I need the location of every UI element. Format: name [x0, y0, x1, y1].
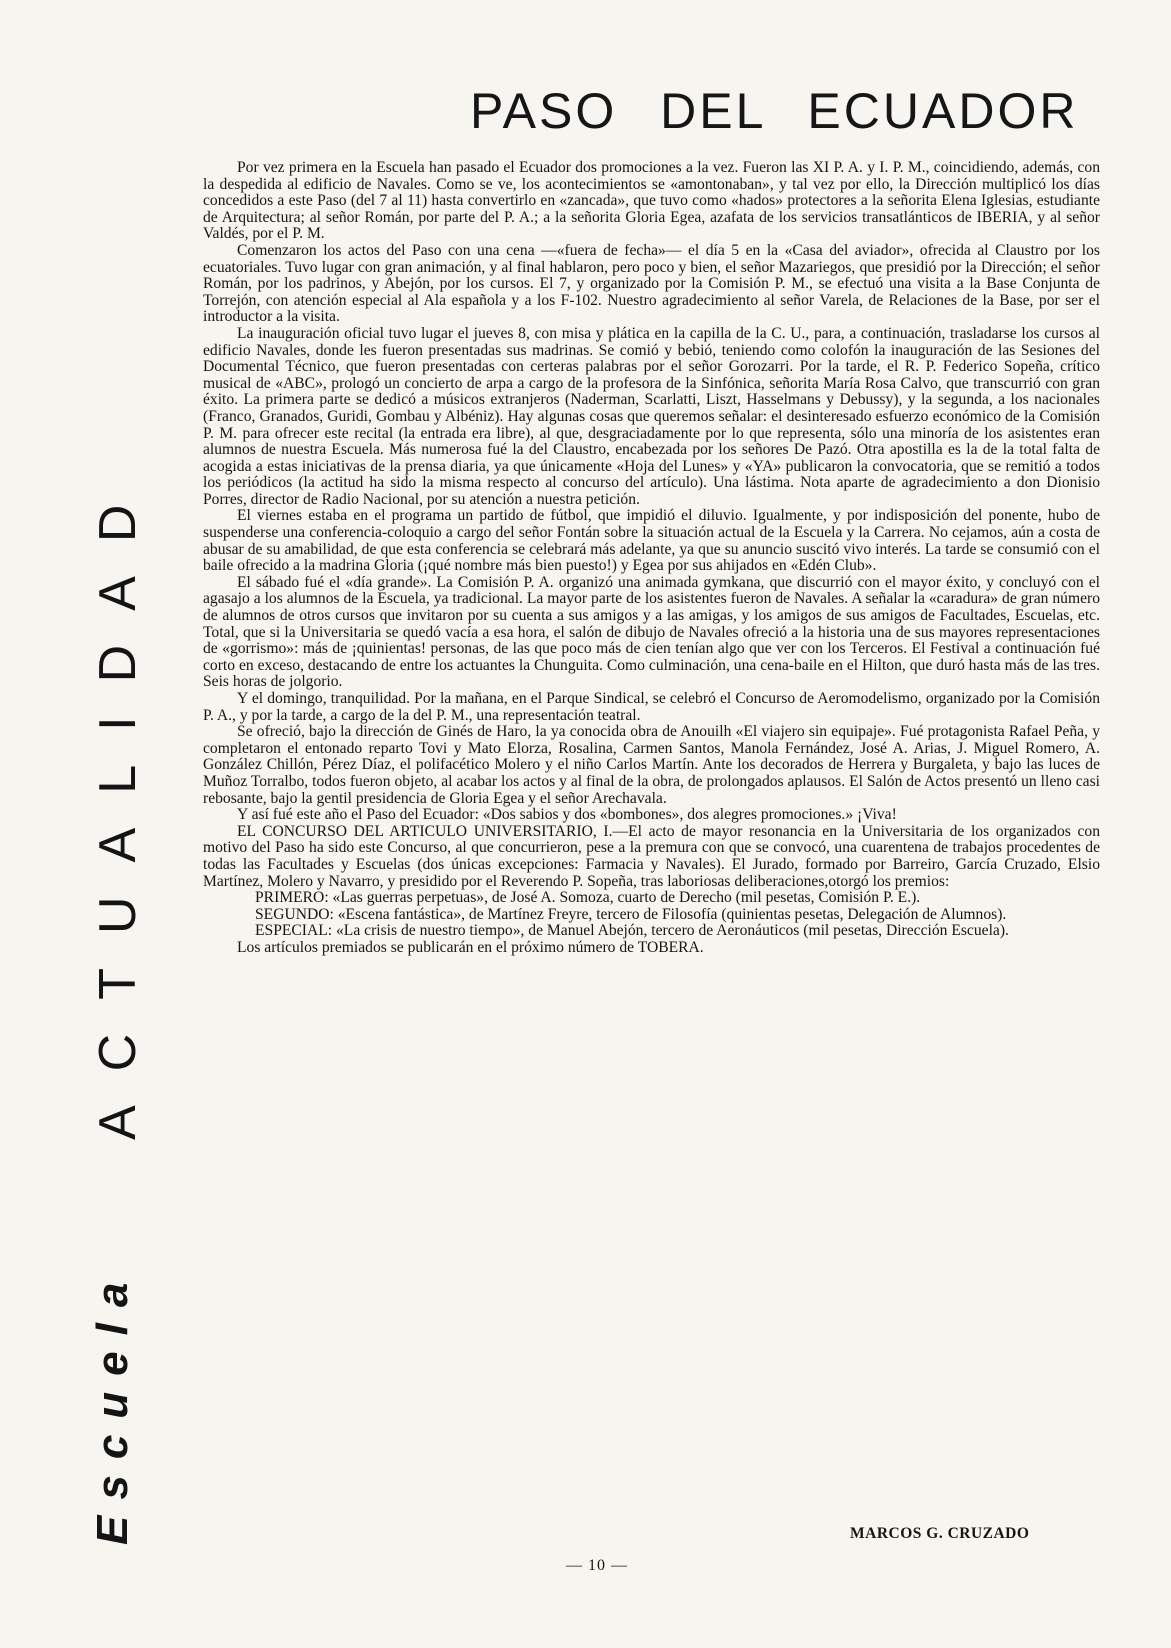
section-label-escuela: Escuela — [88, 1266, 137, 1545]
prize-especial: ESPECIAL: «La crisis de nuestro tiempo», de Manuel Abejón, tercero de Aeronáuticos (mil pesetas, Dirección Escuela). — [255, 922, 1009, 940]
paragraph-viernes: El viernes estaba en el programa un partido de fútbol, que impidió el diluvio. Igualmente, y por indisposición del ponente, hubo de suspenderse una conferencia-coloquio a cargo del señor Fontán sobre la situación actual de la Escuela y la Carrera. No cejamos, aún a costa de abusar de su amabilidad, de que esta conferencia se celebrará más adelante, ya que su anuncio suscitó vivo interés. La tarde se consumió con el baile ofrecido a la madrina Gloria (¡qué nombre más bien puesto!) y Egea por sus ahijados en «Edén Club». — [203, 507, 1100, 575]
paragraph-teatro: Se ofreció, bajo la dirección de Ginés de Haro, la ya conocida obra de Anouilh «El viajero sin equipaje». Fué protagonista Rafael Peña, y completaron el entonado reparto Tovi y Mato Elorza, Rosalina, Carmen Santos, Manola Fernández, José A. Arias, J. Miguel Romero, A. González Chillón, Pérez Díaz, el polifacético Molero y el niño Carlos Martín. Ante los decorados de Herrera y Burgaleta, y bajo las luces de Muñoz Torralbo, todos fueron objeto, al acabar los actos y al final de la obra, de prolongados aplausos. El Salón de Actos presentó un lleno casi rebosante, bajo la gentil presidencia de Gloria Egea y el señor Arechavala. — [203, 723, 1100, 807]
article-title: PASO DEL ECUADOR — [470, 83, 1079, 139]
paragraph-sabado: El sábado fué el «día grande». La Comisión P. A. organizó una animada gymkana, que discurrió con el mayor éxito, y concluyó con el agasajo a los alumnos de la Escuela, ya tradicional. La mayor parte de los asistentes fueron de Navales. A señalar la «caradura» de gran número de alumnos de otros cursos que invitaron por su cuenta a sus amigos y a las amigas, y los amigos de sus amigos de Facultades, Escuelas, etc. Total, que si la Universitaria se quedó vacía a esa hora, el salón de dibujo de Navales ofreció a la historia una de sus mayores representaciones de «gorrismo»: más de ¡quinientas! personas, de las que poco más de cien tenían algo que ver con los Terceros. El Festival a continuación fué corto en exceso, destacando de entre los actuantes la Chunguita. Como culminación, una cena-baile en el Hilton, que duró hasta más de las tres. Seis horas de jolgorio. — [203, 573, 1100, 691]
page-number: — 10 — — [566, 1557, 628, 1574]
paragraph-closing: Los artículos premiados se publicarán en el próximo número de TOBERA. — [237, 938, 704, 956]
paragraph-cena: Comenzaron los actos del Paso con una cena —«fuera de fecha»— el día 5 en la «Casa del aviador», ofrecida al Claustro por los ecuatoriales. Tuvo lugar con gran animación, y al final hablaron, pero poco y bien, el señor Mazariegos, que presidió por la Dirección; el señor Román, por los padrinos, y Abejón, por los cursos. El 7, y organizado por la Comisión P. M., se efectuó una visita a la Base Conjunta de Torrejón, con atención especial al Ala española y a los F-102. Nuestro agradecimiento al señor Varela, de Relaciones de la Base, por ser el introductor a la visita. — [203, 241, 1100, 326]
paragraph-domingo: Y el domingo, tranquilidad. Por la mañana, en el Parque Sindical, se celebró el Concurso de Aeromodelismo, organizado por la Comisión P. A., y por la tarde, a cargo de la del P. M., una representación teatral. — [203, 690, 1100, 724]
article-body — [203, 160, 1100, 957]
author-signature: MARCOS G. CRUZADO — [850, 1525, 1030, 1542]
paragraph-inauguracion: La inauguración oficial tuvo lugar el jueves 8, con misa y plática en la capilla de la C. U., para, a continuación, trasladarse los cursos al edificio Navales, donde les fueron presentadas sus madrinas. Se comió y bebió, teniendo como colofón la inauguración de las Sesiones del Documental Técnico, que fueron presentadas con certeras palabras por el señor Gorozarri. Por la tarde, el R. P. Federico Sopeña, crítico musical de «ABC», prologó un concierto de arpa a cargo de la profesora de la Sinfónica, señorita María Rosa Calvo, que transcurrió con gran éxito. La primera parte se dedicó a músicos extranjeros (Naderman, Scarlatti, Liszt, Hasselmans y Debussy), y la segunda, a los nacionales (Franco, Granados, Guridi, Gombau y Albéniz). Hay algunas cosas que queremos señalar: el desinteresado esfuerzo económico de la Comisión P. M. para ofrecer este recital (la entrada era libre), al que, desgraciadamente por lo que representa, sólo una minoría de los asistentes eran alumnos de nuestra Escuela. Más numerosa fué la del Claustro, encabezada por los señores De Pazó. Otra apostilla es la de la total falta de acogida a estas iniciativas de la prensa diaria, ya que únicamente «Hoja del Lunes» y «YA» publicaron la convocatoria, que se remitió a todos los periódicos (la actitud ha sido la misma respecto al concurso del artículo). Una lástima. Nota aparte de agradecimiento a don Dionisio Porres, director de Radio Nacional, por su atención a nuestra petición. — [203, 324, 1100, 508]
prize-primero: PRIMERO: «Las guerras perpetuas», de José A. Somoza, cuarto de Derecho (mil pesetas, Comisión P. E.). — [255, 889, 921, 907]
paragraph-intro: Por vez primera en la Escuela han pasado el Ecuador dos promociones a la vez. Fueron las XI P. A. y I. P. M., coincidiendo, además, con la despedida al edificio de Navales. Como se ve, los acontecimientos se «amontonaban», y tal vez por ello, la Dirección multiplicó los días concedidos a este Paso (del 7 al 11) hasta convertirlo en «zancada», que tuvo como «hados» protectores a la señorita Elena Iglesias, estudiante de Arquitectura; al señor Román, por parte del P. A.; a la señorita Gloria Egea, azafata de los servicios transatlánticos de IBERIA, y al señor Valdés, por el P. M. — [203, 159, 1100, 243]
paragraph-concurso: EL CONCURSO DEL ARTICULO UNIVERSITARIO, I.—El acto de mayor resonancia en la Universitaria de los organizados con motivo del Paso ha sido este Concurso, al que concurrieron, pese a la premura con que se convocó, una cuarentena de trabajos procedentes de todas las Facultades y Escuelas (dos únicas excepciones: Farmacia y Navales). El Jurado, formado por Barreiro, García Cruzado, Elsio Martínez, Molero y Navarro, y presidido por el Reverendo P. Sopeña, tras laboriosas deliberaciones,otorgó los premios: — [203, 822, 1100, 890]
prize-segundo: SEGUNDO: «Escena fantástica», de Martínez Freyre, tercero de Filosofía (quinientas pesetas, Delegación de Alumnos). — [255, 905, 1007, 923]
section-label-actualidad: ACTUALIDAD — [89, 470, 147, 1140]
paragraph-resumen: Y así fué este año el Paso del Ecuador: «Dos sabios y dos «bombones», dos alegres promociones.» ¡Viva! — [237, 806, 897, 824]
